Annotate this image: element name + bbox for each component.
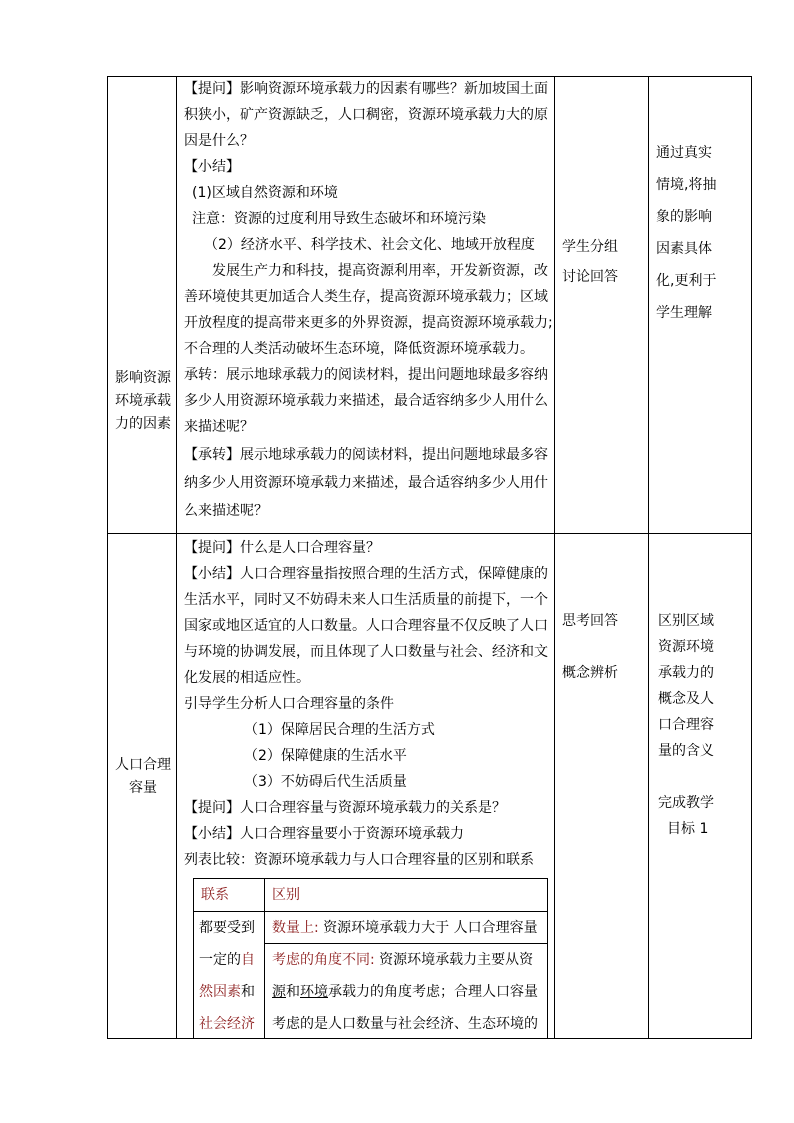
header-link: 联系 bbox=[201, 887, 229, 903]
diff-perspective-line3: 考虑的是人口数量与社会经济、生态环境的 bbox=[272, 1016, 538, 1032]
topic-factors: 影响资源 环境承载 力的因素 bbox=[115, 370, 171, 432]
row-divider bbox=[107, 533, 752, 534]
diff-perspective-line2: 源和环境承载力的角度考虑；合理人口容量 bbox=[272, 984, 538, 1000]
column-divider-3 bbox=[648, 76, 649, 1039]
comparison-header-divider bbox=[194, 911, 547, 912]
diff-perspective: 考虑的角度不同: 资源环境承载力主要从资 bbox=[272, 952, 534, 968]
comparison-row-divider bbox=[264, 943, 547, 944]
header-diff: 区别 bbox=[272, 887, 300, 903]
column-divider-1 bbox=[176, 76, 177, 1039]
comparison-column-divider bbox=[264, 879, 265, 1038]
topic-population-capacity: 人口合理 容量 bbox=[115, 757, 171, 796]
column-divider-2 bbox=[554, 76, 555, 1039]
diff-quantity: 数量上: 资源环境承载力大于 人口合理容量 bbox=[272, 920, 538, 936]
